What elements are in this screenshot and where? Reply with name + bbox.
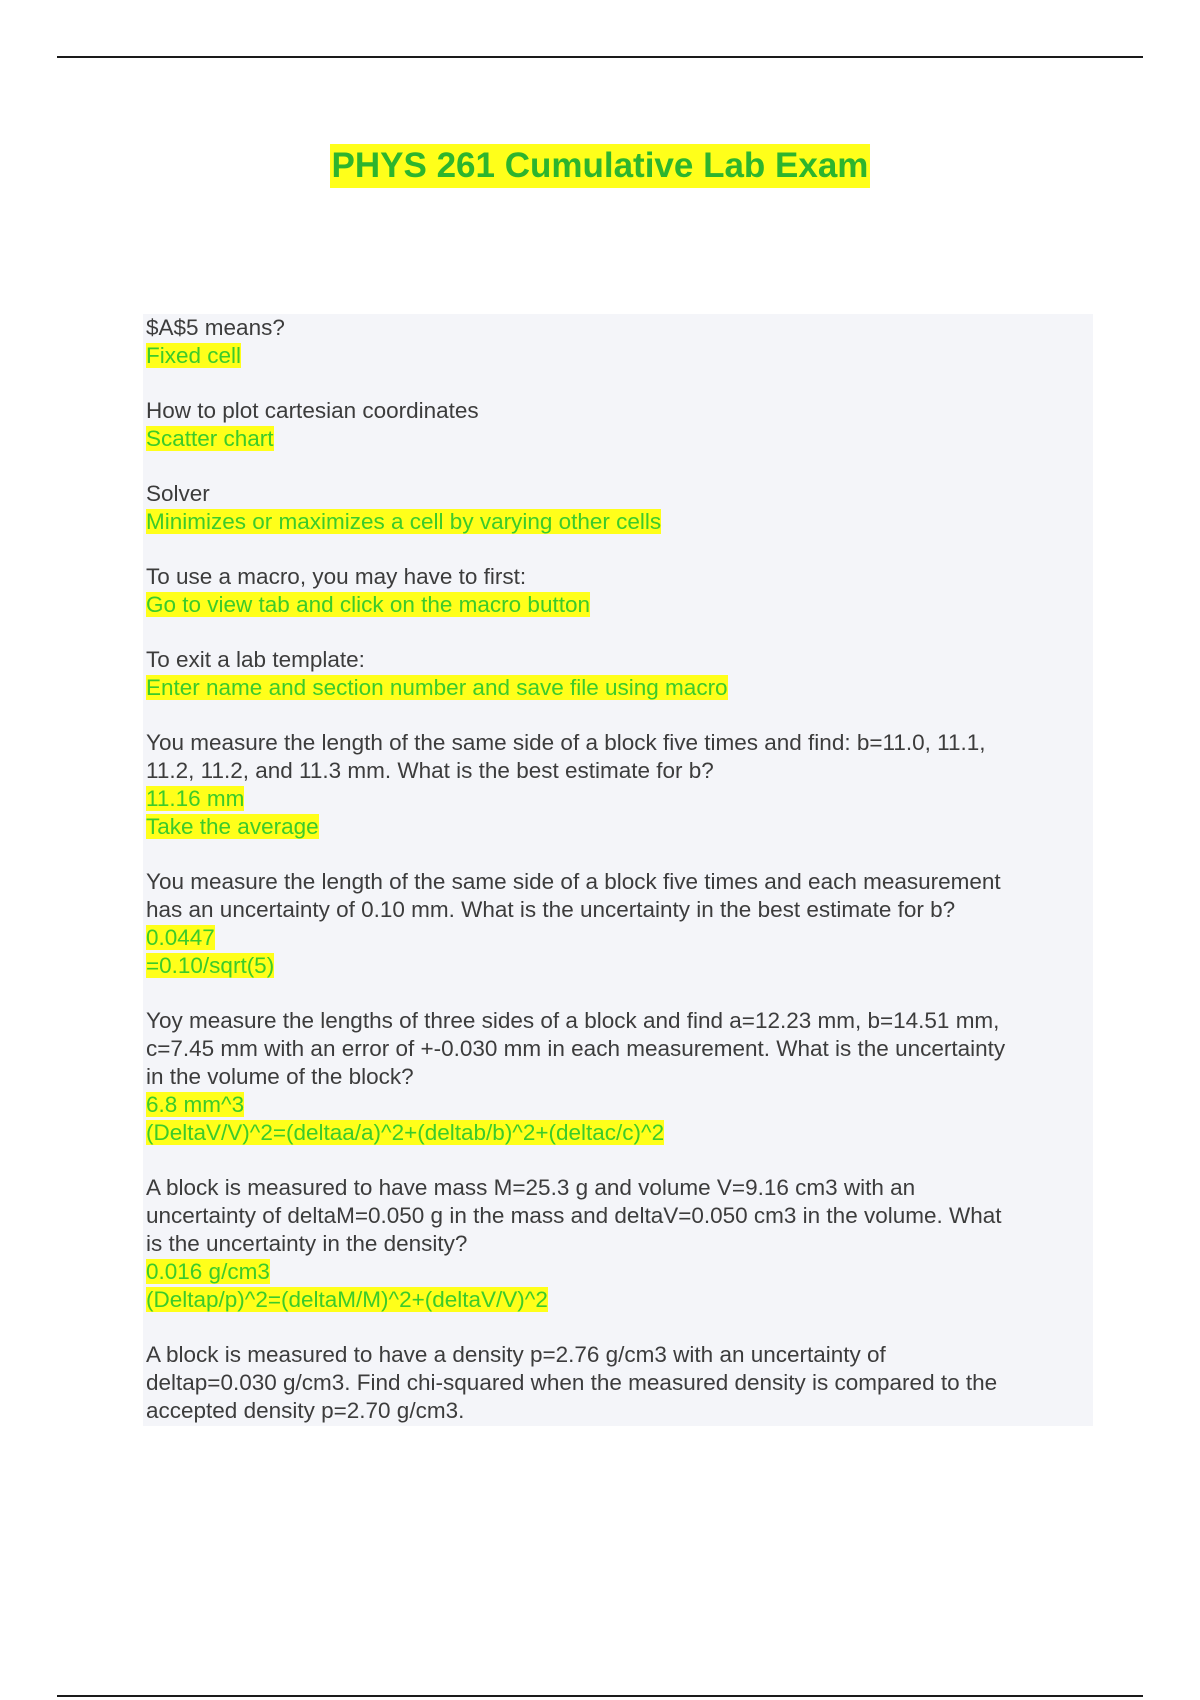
qa-item-3 [146, 480, 1093, 536]
answer-text: Minimizes or maximizes a cell by varying other cells [146, 509, 662, 534]
qa-item-10 [146, 1341, 1093, 1425]
question-text: $A$5 means? [146, 315, 285, 340]
answer-explanation: =0.10/sqrt(5) [146, 953, 275, 978]
question-text: A block is measured to have a density p=2.76 g/cm3 with an uncertainty of deltap=0.030 g/cm3. Find chi-squared when the measured density is compared to the accepted density p=2.70 g/cm3. [146, 1342, 998, 1423]
answer-line [146, 425, 1093, 453]
qa-item-6 [146, 729, 1093, 841]
top-rule [57, 56, 1143, 58]
question-text: You measure the length of the same side of a block five times and each measurement has an uncertainty of 0.10 mm. What is the uncertainty in the best estimate for b? [146, 869, 1001, 922]
qa-item-4 [146, 563, 1093, 619]
question-text: To use a macro, you may have to first: [146, 564, 527, 589]
question-text: To exit a lab template: [146, 647, 365, 672]
answer-text: Enter name and section number and save file using macro [146, 675, 728, 700]
answer-text: Go to view tab and click on the macro button [146, 592, 590, 617]
qa-item-9 [146, 1174, 1093, 1314]
answer-explanation: Take the average [146, 814, 319, 839]
answer-line [146, 342, 1093, 370]
answer-line [146, 1258, 1093, 1286]
answer-line [146, 1119, 1093, 1147]
answer-line [146, 924, 1093, 952]
question-text: A block is measured to have mass M=25.3 g and volume V=9.16 cm3 with an uncertainty of deltaM=0.050 g in the mass and deltaV=0.050 cm3 in the volume. What is the uncertainty in the density? [146, 1175, 1002, 1256]
answer-line [146, 674, 1093, 702]
answer-line [146, 813, 1093, 841]
answer-line [146, 1091, 1093, 1119]
answer-text: Scatter chart [146, 426, 274, 451]
qa-item-2 [146, 397, 1093, 453]
question-text: Solver [146, 481, 210, 506]
document-title: PHYS 261 Cumulative Lab Exam [330, 144, 871, 188]
question-text: Yoy measure the lengths of three sides of a block and find a=12.23 mm, b=14.51 mm, c=7.45 mm with an error of +-0.030 mm in each measurement. What is the uncertainty in the volume of the block? [146, 1008, 1006, 1089]
answer-text: 11.16 mm [146, 786, 245, 811]
answer-line [146, 785, 1093, 813]
answer-line [146, 952, 1093, 980]
answer-line [146, 1286, 1093, 1314]
question-text: How to plot cartesian coordinates [146, 398, 479, 423]
answer-line [146, 508, 1093, 536]
answer-explanation: (Deltap/p)^2=(deltaM/M)^2+(deltaV/V)^2 [146, 1287, 548, 1312]
answer-text: 6.8 mm^3 [146, 1092, 245, 1117]
answer-line [146, 591, 1093, 619]
answer-explanation: (DeltaV/V)^2=(deltaa/a)^2+(deltab/b)^2+(deltac/c)^2 [146, 1120, 665, 1145]
qa-item-8 [146, 1007, 1093, 1147]
title-container [0, 144, 1200, 188]
qa-item-1 [146, 314, 1093, 370]
qa-item-7 [146, 868, 1093, 980]
qa-panel [143, 314, 1093, 1426]
answer-text: 0.016 g/cm3 [146, 1259, 270, 1284]
answer-text: Fixed cell [146, 343, 242, 368]
answer-text: 0.0447 [146, 925, 215, 950]
bottom-rule [57, 1695, 1143, 1697]
question-text: You measure the length of the same side of a block five times and find: b=11.0, 11.1, 11.2, 11.2, and 11.3 mm. What is the best estimate for b? [146, 730, 986, 783]
qa-item-5 [146, 646, 1093, 702]
